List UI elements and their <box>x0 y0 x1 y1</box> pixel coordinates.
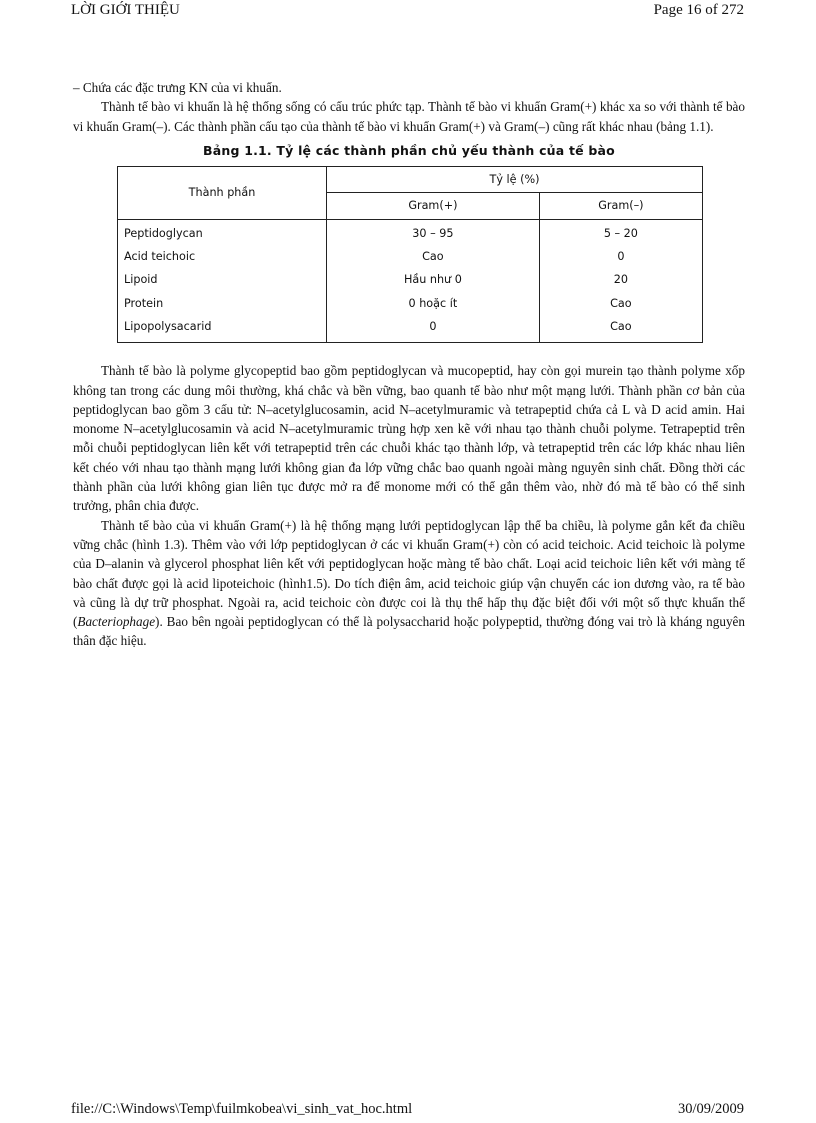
header-ratio: Tỷ lệ (%) <box>327 167 703 193</box>
cell-gram-negative: 5 – 20 <box>539 219 702 245</box>
table-row <box>118 245 703 268</box>
paragraph-3-text: Thành tế bào của vi khuẩn Gram(+) là hệ thống mạng lưới peptidoglycan lập thể ba chiều, là polyme gắn kết đa chiều vững chắc (hình 1.3). Thêm vào với lớp peptidoglycan ở các vi khuẩn Gram(+) còn có acid teichoic. Acid teichoic là polyme của D–alanin và glycerol phosphat liên kết với peptidoglycan hoặc màng tế bào chất. Loại acid teichoic liên kết với màng tế bào chất được gọi là acid lipoteichoic (hình1.5). Do tích điện âm, acid teichoic giúp vận chuyển các ion dương vào, ra tế bào và cũng là dự trữ phosphat. Ngoài ra, acid teichoic còn được coi là thụ thể hấp thụ đặc biệt đối với một số thực khuẩn thể ( <box>73 517 745 630</box>
table-row <box>118 268 703 291</box>
file-path: file://C:\Windows\Temp\fuilmkobea\vi_sinh_vat_hoc.html <box>71 1101 413 1117</box>
cell-gram-negative: 20 <box>539 268 702 291</box>
cell-gram-negative: Cao <box>539 292 702 315</box>
table-row <box>118 219 703 245</box>
print-date: 30/09/2009 <box>677 1101 744 1117</box>
cell-component: Lipopolysacarid <box>118 315 327 343</box>
cell-gram-positive: Cao <box>327 245 540 268</box>
cell-component: Lipoid <box>118 268 327 291</box>
cell-gram-positive: 30 – 95 <box>327 219 540 245</box>
composition-table <box>117 166 703 343</box>
cell-gram-negative: 0 <box>539 245 702 268</box>
paragraph-3-italic: Bacteriophage <box>77 614 156 630</box>
page-number: Page 16 of 272 <box>653 2 744 18</box>
table-row <box>118 292 703 315</box>
cell-component: Protein <box>118 292 327 315</box>
paragraph-1: Thành tế bào vi khuẩn là hệ thống sống có cấu trúc phức tạp. Thành tế bào vi khuẩn Gram(+) khác xa so với thành tế bào vi khuẩn Gram(–). Các thành phần cấu tạo của thành tế bào vi khuẩn Gram(+) và Gram(–) cũng rất khác nhau (bảng 1.1). <box>73 99 745 134</box>
page-header-title: LỜI GIỚI THIỆU <box>71 2 180 18</box>
bullet-item: – Chứa các đặc trưng KN của vi khuẩn. <box>73 80 282 95</box>
cell-gram-negative: Cao <box>539 315 702 343</box>
cell-gram-positive: 0 <box>327 315 540 343</box>
header-component: Thành phần <box>118 167 327 220</box>
header-gram-negative: Gram(–) <box>539 193 702 219</box>
table-row <box>118 315 703 343</box>
paragraph-3 <box>73 516 745 651</box>
cell-gram-positive: Hầu như 0 <box>327 268 540 291</box>
paragraph-3-text-end: ). Bao bên ngoài peptidoglycan có thể là polysaccharid hoặc polypeptid, thường đóng vai trò là kháng nguyên thân đặc hiệu. <box>73 614 745 649</box>
paragraph-2: Thành tế bào là polyme glycopeptid bao gồm peptidoglycan và mucopeptid, hay còn gọi murein tạo thành polyme xốp không tan trong các dung môi thường, khá chắc và bền vững, bao quanh tế bào như một mạng lưới. Thành phần cơ bản của peptidoglycan bao gồm 3 cấu tử: N–acetylglucosamin, acid N–acetylmuramic và tetrapeptid chứa cả L và D acid amin. Hai monome N–acetylglucosamin và acid N–acetylmuramic trùng hợp xen kẽ với nhau tạo thành chuỗi polyme. Tetrapeptid trên mỗi chuỗi peptidoglycan liên kết với tetrapeptid trên các chuỗi khác tạo thành lớp, và tetrapeptid trên các lớp khác nhau liên kết chéo với nhau tạo thành mạng lưới không gian đa lớp vững chắc bao quanh ngoài màng nguyên sinh chất. Đồng thời các thành phần của lưới không gian liên tục được mở ra để monome mới có thể gắn thêm vào, nhờ đó mà tế bào có thể sinh trưởng, phân chia được. <box>73 363 745 514</box>
cell-component: Peptidoglycan <box>118 219 327 245</box>
table-caption: Bảng 1.1. Tỷ lệ các thành phần chủ yếu thành của tế bào <box>203 142 615 158</box>
header-gram-positive: Gram(+) <box>327 193 540 219</box>
document-body <box>73 78 745 651</box>
cell-component: Acid teichoic <box>118 245 327 268</box>
cell-gram-positive: 0 hoặc ít <box>327 292 540 315</box>
table-header-row <box>118 167 703 193</box>
